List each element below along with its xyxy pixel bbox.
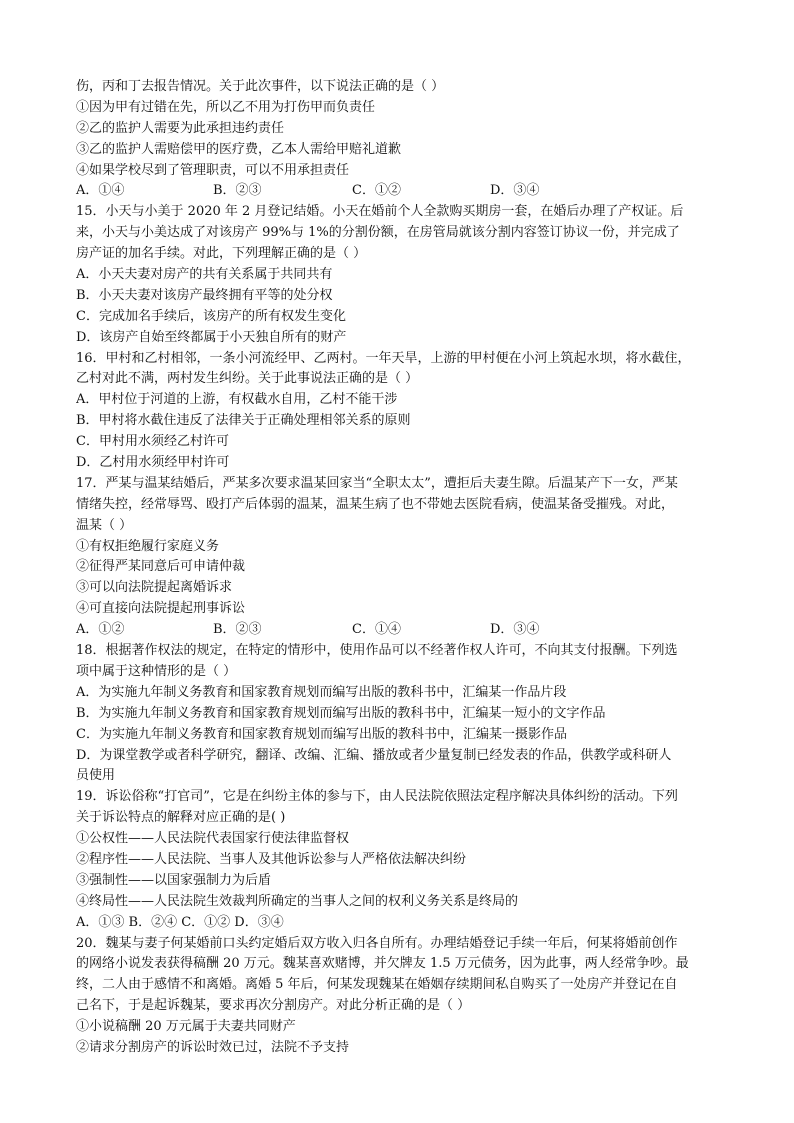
- answer-options: [76, 620, 724, 641]
- question-stem: 17．严某与温某结婚后，严某多次要求温某回家当“全职太太”，遭拒后夫妻生隙。后温某产下一女，严某: [76, 475, 678, 491]
- option-b: B．②③: [213, 622, 262, 638]
- option-a: A．①②: [76, 622, 125, 638]
- statement-item: ②征得严某同意后可申请仲裁: [76, 559, 246, 575]
- question-15: [76, 202, 724, 348]
- option-a: A．甲村位于河道的上游，有权截水自用，乙村不能干涉: [76, 392, 398, 408]
- statement-item: ①有权拒绝履行家庭义务: [76, 538, 220, 554]
- answer-options: A．①③ B．②④ C．①② D．③④: [76, 914, 284, 930]
- question-19: [76, 787, 724, 933]
- exam-page: [76, 77, 724, 1059]
- option-b: B．甲村将水截住违反了法律关于正确处理相邻关系的原则: [76, 413, 411, 429]
- statement-item: ②乙的监护人需要为此承担违约责任: [76, 120, 285, 136]
- question-stem: 关于诉讼特点的解释对应正确的是( ): [76, 810, 286, 826]
- question-stem: 16．甲村和乙村相邻，一条小河流经甲、乙两村。一年天旱，上游的甲村便在小河上筑起水坝，将水截住，: [76, 350, 691, 366]
- option-b: B．为实施九年制义务教育和国家教育规划而编写出版的教科书中，汇编某一短小的文字作品: [76, 705, 606, 721]
- option-c: C．①②: [352, 183, 401, 199]
- statement-item: ①小说稿酬 20 万元属于夫妻共同财产: [76, 1019, 296, 1035]
- option-a: A．为实施九年制义务教育和国家教育规划而编写出版的教科书中，汇编某一作品片段: [76, 684, 567, 700]
- question-stem: 温某（ ）: [76, 517, 133, 533]
- question-stem: 伤，丙和丁去报告情况。关于此次事件，以下说法正确的是（ ）: [76, 79, 445, 94]
- option-c: C．为实施九年制义务教育和国家教育规划而编写出版的教科书中，汇编某一摄影作品: [76, 726, 567, 742]
- question-stem: 情绪失控，经常辱骂、殴打产后体弱的温某，温某生病了也不带她去医院看病，使温某备受摧残。对此，: [76, 496, 675, 512]
- statement-item: ①因为甲有过错在先，所以乙不用为打伤甲而负责任: [76, 99, 376, 115]
- question-stem: 15．小天与小美于 2020 年 2 月登记结婚。小天在婚前个人全款购买期房一套，在婚后办理了产权证。后: [76, 204, 684, 220]
- option-c: C．完成加名手续后，该房产的所有权发生变化: [76, 308, 346, 324]
- option-d: D．③④: [490, 622, 540, 638]
- option-c: C．①④: [352, 622, 401, 638]
- question-stem: 的网络小说发表获得稿酬 20 万元。魏某喜欢赌博，并欠牌友 1.5 万元债务，因为此事，两人经常争吵。最: [76, 956, 689, 972]
- question-stem: 18．根据著作权法的规定，在特定的情形中，使用作品可以不经著作权人许可，不向其支付报酬。下列选: [76, 643, 678, 659]
- option-d-continued: 员使用: [76, 768, 116, 784]
- question-17: [76, 474, 724, 641]
- statement-item: ③可以向法院提起离婚诉求: [76, 580, 233, 596]
- statement-item: ④可直接向法院提起刑事诉讼: [76, 601, 246, 617]
- question-stem: 己名下，于是起诉魏某，要求再次分割房产。对此分析正确的是（ ）: [76, 998, 471, 1014]
- option-a: A．①④: [76, 183, 125, 199]
- answer-options: [76, 181, 724, 202]
- question-stem: 来，小天与小美达成了对该房产 99%与 1%的分割份额，在房管局就该分割内容签订协议一份，并完成了: [76, 225, 680, 241]
- option-c: C．甲村用水须经乙村许可: [76, 434, 229, 450]
- question-stem: 项中属于这种情形的是（ ）: [76, 663, 237, 679]
- option-d: D．为课堂教学或者科学研究，翻译、改编、汇编、播放或者少量复制已经发表的作品，供教学或科研人: [76, 747, 672, 763]
- statement-item: ④终局性——人民法院生效裁判所确定的当事人之间的权利义务关系是终局的: [76, 893, 519, 909]
- option-d: D．乙村用水须经甲村许可: [76, 455, 230, 471]
- statement-item: ①公权性——人民法院代表国家行使法律监督权: [76, 831, 350, 847]
- question-stem: 房产证的加名手续。对此，下列理解正确的是（ ）: [76, 246, 367, 262]
- statement-item: ②程序性——人民法院、当事人及其他诉讼参与人严格依法解决纠纷: [76, 851, 467, 867]
- statement-item: ④如果学校尽到了管理职责，可以不用承担责任: [76, 162, 350, 178]
- statement-item: ③乙的监护人需赔偿甲的医疗费，乙本人需给甲赔礼道歉: [76, 141, 402, 157]
- option-b: B．小天夫妻对该房产最终拥有平等的处分权: [76, 287, 333, 303]
- question-18: [76, 641, 724, 787]
- option-b: B．②③: [213, 183, 262, 199]
- question-stem: 20．魏某与妻子何某婚前口头约定婚后双方收入归各自所有。办理结婚登记手续一年后，何某将婚前创作: [76, 935, 678, 951]
- question-20: [76, 934, 724, 1059]
- option-d: D．③④: [490, 183, 540, 199]
- option-d: D．该房产自始至终都属于小天独自所有的财产: [76, 329, 347, 345]
- option-a: A．小天夫妻对房产的共有关系属于共同共有: [76, 267, 333, 283]
- question-14: [76, 77, 724, 202]
- question-stem: 乙村对此不满，两村发生纠纷。关于此事说法正确的是（ ）: [76, 371, 419, 387]
- question-stem: 终，二人由于感情不和离婚。离婚 5 年后，何某发现魏某在婚姻存续期间私自购买了一处房产并登记在自: [76, 977, 678, 993]
- statement-item: ②请求分割房产的诉讼时效已过，法院不予支持: [76, 1039, 350, 1055]
- statement-item: ③强制性——以国家强制力为后盾: [76, 872, 272, 888]
- question-stem: 19．诉讼俗称“打官司”，它是在纠纷主体的参与下，由人民法院依照法定程序解决具体纠纷的活动。下列: [76, 789, 678, 805]
- question-16: [76, 349, 724, 474]
